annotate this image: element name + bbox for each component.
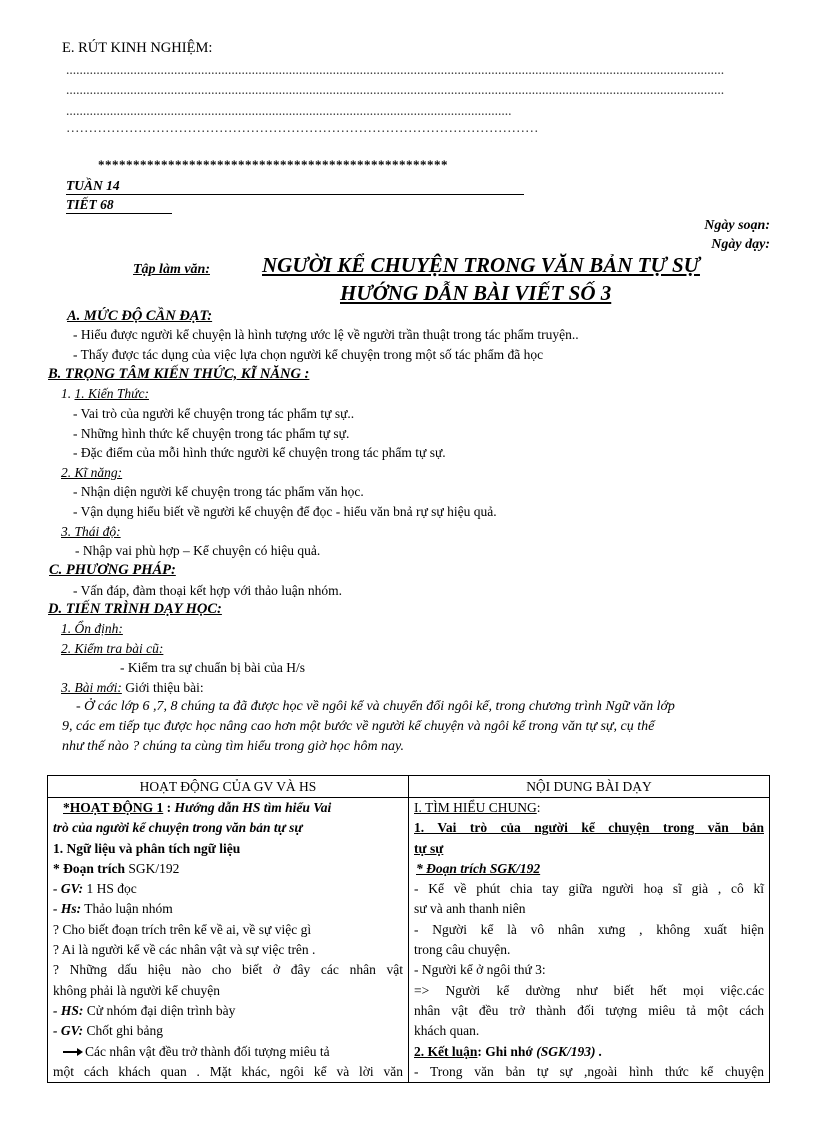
lesson-underline (66, 213, 172, 214)
activity-heading: *HOẠT ĐỘNG 1 : Hướng dẫn HS tìm hiểu Vai (63, 800, 332, 815)
section-a-item-1: - Hiểu được người kể chuyện là hình tượng ước lệ về người trần thuật trong tác phẩm truyện.. (73, 327, 579, 342)
lesson-plan-table (47, 775, 770, 1083)
content-p1a: - Kể về phút chia tay giữa người hoạ sĩ già , cô kĩ (414, 881, 764, 897)
step-3-rest: Giới thiệu bài: (121, 680, 204, 695)
dotted-line-4: …………………………………………………………………………………………… (66, 120, 539, 135)
col-header-activities: HOẠT ĐỘNG CỦA GV VÀ HS (48, 776, 409, 798)
content-conclusion: 2. Kết luận: Ghi nhớ (SGK/193) . (414, 1043, 603, 1059)
step-1: 1. Ổn định: (61, 621, 123, 636)
star-separator: ************************************************** (98, 157, 448, 172)
section-b-title: B. TRỌNG TÂM KIẾN THỨC, KĨ NĂNG : (48, 366, 310, 382)
col-header-content: NỘI DUNG BÀI DẠY (409, 776, 770, 798)
lesson-title-2: HƯỚNG DẪN BÀI VIẾT SỐ 3 (340, 281, 612, 305)
dotted-line-3: .................................................................................................................................... (66, 103, 512, 118)
conclusion-line-1: Các nhân vật đều trở thành đối tượng miêu tả (53, 1042, 403, 1062)
table-row (48, 798, 770, 1083)
arrow-right-icon (63, 1047, 85, 1057)
intro-line-1: - Ở các lớp 6 ,7, 8 chúng ta đã được học về ngôi kể và chuyển đổi ngôi kể, trong chương trình Ngữ văn lớp (76, 699, 675, 714)
knowledge-heading-text: 1. Kiến Thức: (74, 386, 149, 401)
activity-hs-2: - HS: Cử nhóm đại diện trình bày (53, 1002, 236, 1018)
question-3a: ? Những dấu hiệu nào cho biết ở đây các nhân vật (53, 962, 403, 978)
subject-label: Tập làm văn: (133, 262, 210, 277)
lesson-title-1: NGƯỜI KỂ CHUYỆN TRONG VĂN BẢN TỰ SỰ (262, 253, 700, 277)
section-c-title: C. PHƯƠNG PHÁP: (49, 562, 176, 578)
attitude-item: - Nhập vai phù hợp – Kể chuyện có hiệu quả. (75, 543, 321, 558)
week-label: TUẦN 14 (66, 178, 120, 193)
dotted-line-1: ................................................................................................................................................................................................... (66, 62, 725, 77)
activity-gv-1: - GV: 1 HS đọc (53, 881, 137, 897)
skill-item-2: - Vận dụng hiểu biết về người kể chuyện để đọc - hiểu văn bnả rự sự hiệu quả. (73, 504, 497, 519)
question-2: ? Ai là người kể về các nhân vật và sự việc trên . (53, 942, 316, 958)
knowledge-item-3: - Đặc điểm của mỗi hình thức người kể chuyện trong tác phẩm tự sự. (73, 445, 446, 460)
week-underline (66, 194, 524, 195)
dotted-line-2: ................................................................................................................................................................................................... (66, 82, 725, 97)
step-2-item: - Kiểm tra sự chuẩn bị bài của H/s (120, 660, 306, 675)
content-p4a: => Người kể dường như biết hết mọi việc.các (414, 982, 764, 998)
activity-heading-2: trò của người kể chuyện trong văn bản tự sự (53, 820, 303, 836)
content-p3: - Người kể ở ngôi thứ 3: (414, 962, 546, 978)
content-sub-1: 1. Vai trò của người kể chuyện trong văn bản (414, 820, 764, 836)
content-p5: - Trong văn bản tự sự ,ngoài hình thức kể chuyện (414, 1063, 764, 1079)
section-c-item: - Vấn đáp, đàm thoại kết hợp với thảo luận nhóm. (73, 583, 342, 598)
content-cell (409, 798, 770, 1083)
step-2: 2. Kiểm tra bài cũ: (61, 641, 164, 656)
lesson-label: TIẾT 68 (66, 197, 114, 212)
activity-gv-2: - GV: Chốt ghi bảng (53, 1023, 163, 1039)
content-p4b: nhân vật đều trở thành đối tượng miêu tả một cách (414, 1002, 764, 1018)
content-sub-1b: tự sự (414, 840, 444, 856)
activities-cell (48, 798, 409, 1083)
question-1: ? Cho biết đoạn trích trên kể về ai, về sự việc gì (53, 921, 312, 937)
prep-date: Ngày soạn: (704, 218, 770, 233)
conclusion-line-2: một cách khách quan . Mặt khác, ngôi kể và lời văn (53, 1063, 403, 1079)
content-section-1: I. TÌM HIỂU CHUNG: (414, 800, 541, 815)
content-p2b: trong câu chuyện. (414, 942, 511, 958)
activity-excerpt: * Đoạn trích SGK/192 (53, 860, 180, 876)
activity-hs-1: - Hs: Thảo luận nhóm (53, 901, 173, 917)
content-p4c: khách quan. (414, 1023, 480, 1039)
section-a-title: A. MỨC ĐỘ CẦN ĐẠT: (67, 308, 213, 324)
content-p1b: sư và anh thanh niên (414, 901, 526, 917)
skill-heading: 2. Kĩ năng: (61, 465, 123, 480)
intro-line-3: như thế nào ? chúng ta cùng tìm hiểu trong giờ học hôm nay. (62, 739, 404, 754)
step-3 (61, 680, 204, 696)
section-e-title: E. RÚT KINH NGHIỆM: (62, 40, 213, 56)
attitude-heading: 3. Thái độ: (61, 524, 121, 539)
knowledge-heading: 1. 1. Kiến Thức: (61, 386, 149, 401)
step-3-label: 3. Bài mới: (61, 680, 122, 695)
intro-line-2: 9, các em tiếp tục được học nâng cao hơn một bước về người kể chuyện và ngôi kể trong văn tự sự, cụ thể (62, 719, 655, 734)
content-p2a: - Người kể là vô nhân xưng , không xuất hiện (414, 921, 764, 937)
activity-item-1: 1. Ngữ liệu và phân tích ngữ liệu (53, 840, 241, 856)
teach-date: Ngày dạy: (711, 237, 770, 252)
skill-item-1: - Nhận diện người kể chuyện trong tác phẩm văn học. (73, 484, 364, 499)
table-header-row (48, 776, 770, 798)
section-a-item-2: - Thấy được tác dụng của việc lựa chọn người kể chuyện trong một số tác phẩm đã học (73, 347, 544, 362)
knowledge-item-1: - Vai trò của người kể chuyện trong tác phẩm tự sự.. (73, 406, 355, 421)
question-3b: không phải là người kể chuyện (53, 982, 221, 998)
knowledge-item-2: - Những hình thức kể chuyện trong tác phẩm tự sự. (73, 426, 350, 441)
content-excerpt: * Đoạn trích SGK/192 (416, 860, 541, 876)
section-d-title: D. TIẾN TRÌNH DẠY HỌC: (48, 601, 222, 617)
